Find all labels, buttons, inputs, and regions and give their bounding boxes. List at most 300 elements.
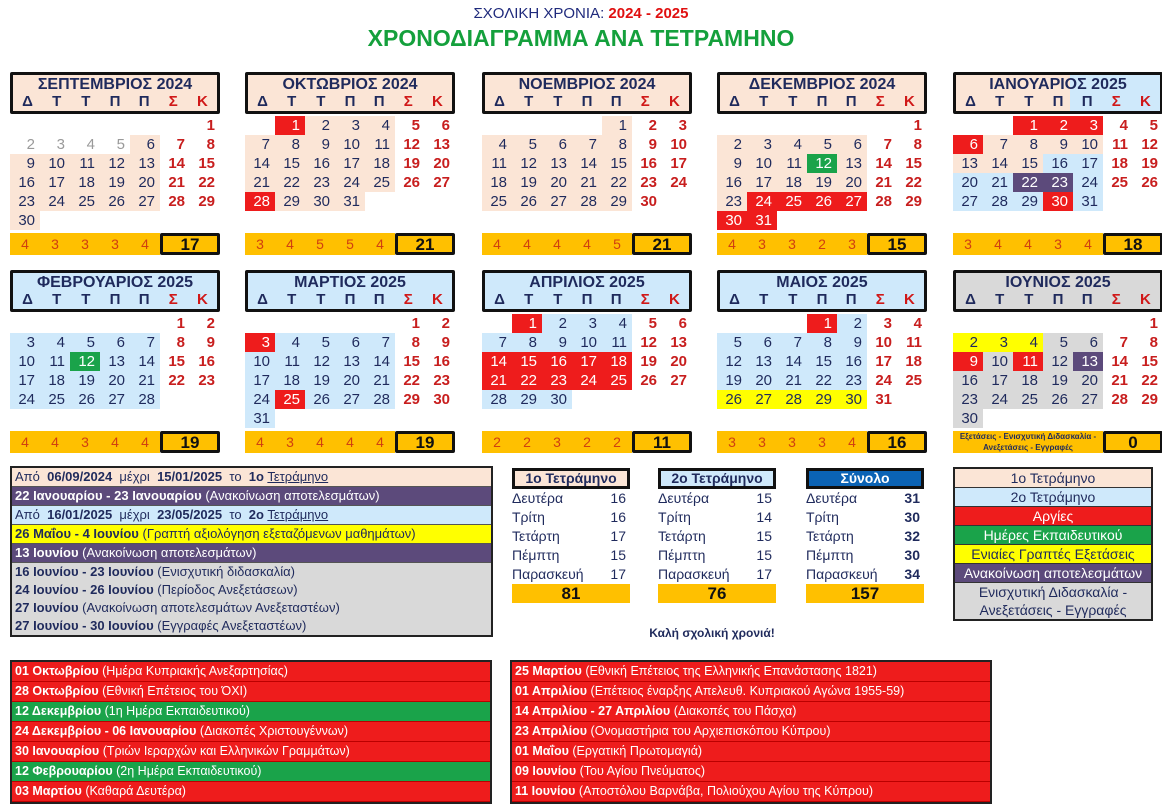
empty-cell — [70, 314, 100, 333]
days-grid — [717, 314, 927, 428]
day-cell: 28 — [983, 192, 1013, 211]
day-cell: 30 — [305, 192, 335, 211]
day-cell: 1 — [602, 116, 632, 135]
day-cell: 29 — [275, 192, 305, 211]
day-cell: 25 — [70, 192, 100, 211]
month-calendar — [10, 72, 220, 255]
day-cell: 29 — [512, 390, 542, 409]
day-cell: 25 — [365, 173, 395, 192]
weekday-label: Π — [581, 291, 593, 308]
weekday-value: 15 — [756, 547, 772, 563]
weekday-count: 2 — [482, 431, 512, 453]
stats-title: 1ο Τετράμηνο — [512, 468, 630, 489]
day-cell: 8 — [807, 333, 837, 352]
month-header — [245, 72, 455, 114]
weekday-value: 31 — [904, 490, 920, 506]
empty-cell — [953, 116, 983, 135]
weekday-label: Κ — [196, 93, 208, 110]
holiday-desc: (Αποστόλου Βαρνάβα, Πολιούχου Αγίου της Κύπρου) — [578, 784, 874, 798]
empty-cell — [365, 314, 395, 333]
day-cell: 11 — [906, 334, 922, 351]
weekday-name: Τρίτη — [512, 509, 545, 525]
holiday-desc: (Επέτειος έναρξης Απελευθ. Κυπριακού Αγώνα 1955-59) — [590, 684, 905, 698]
day-cell: 16 — [1043, 154, 1073, 173]
day-cell: 19 — [1141, 155, 1158, 172]
day-cell: 28 — [365, 390, 395, 409]
empty-cell — [777, 116, 807, 135]
legend-teacher-days: Ημέρες Εκπαιδευτικού — [955, 526, 1151, 545]
info-row: 16 Ιουνίου - 23 Ιουνίου (Ενισχυτική διδασκαλία) — [12, 563, 491, 581]
month-footer — [245, 431, 455, 453]
day-cell: 18 — [482, 173, 512, 192]
weekday-count: 5 — [602, 233, 632, 255]
empty-cell — [245, 116, 275, 135]
day-cell: 8 — [602, 135, 632, 154]
weekday-count: 3 — [953, 233, 983, 255]
day-cell: 27 — [670, 372, 687, 389]
month-total: 11 — [632, 431, 692, 453]
day-cell: 17 — [1073, 154, 1103, 173]
day-cell: 15 — [275, 154, 305, 173]
weekday-label: Π — [845, 93, 857, 110]
day-cell: 31 — [1073, 192, 1103, 211]
day-cell: 8 — [176, 334, 185, 351]
day-cell: 24 — [1073, 173, 1103, 192]
day-cell: 8 — [1149, 334, 1158, 351]
empty-cell — [953, 314, 983, 333]
day-cell: 5 — [411, 117, 420, 134]
days-grid — [482, 116, 692, 230]
weekday-count: 4 — [482, 233, 512, 255]
weekday-value: 16 — [610, 509, 626, 525]
weekday-label: Τ — [553, 93, 563, 110]
day-cell: 9 — [1043, 135, 1073, 154]
day-cell: 11 — [482, 154, 512, 173]
day-cell: 20 — [953, 173, 983, 192]
day-cell: 16 — [953, 371, 983, 390]
weekday-label: Σ — [640, 93, 650, 110]
weekday-label: Τ — [553, 291, 563, 308]
day-cell: 23 — [542, 371, 572, 390]
legend-results: Ανακοίνωση αποτελεσμάτων — [955, 564, 1151, 583]
weekday-label: Τ — [995, 291, 1005, 308]
day-cell: 10 — [10, 352, 40, 371]
day-cell: 27 — [953, 192, 983, 211]
day-cell: 19 — [512, 173, 542, 192]
weekday-label: Κ — [431, 93, 443, 110]
weekday-label: Π — [816, 93, 828, 110]
weekday-count: 4 — [245, 431, 275, 453]
weekday-count: 4 — [365, 431, 395, 453]
stats-row — [806, 508, 924, 527]
stats-table — [512, 468, 630, 603]
weekday-count: 2 — [572, 431, 602, 453]
stats-row — [806, 489, 924, 508]
holiday-date: 30 Ιανουαρίου — [15, 744, 100, 758]
day-cell: 9 — [10, 154, 40, 173]
day-cell: 22 — [275, 173, 305, 192]
empty-cell — [40, 116, 70, 135]
legend-term2: 2ο Τετράμηνο — [955, 488, 1151, 507]
stats-sum: 157 — [806, 584, 924, 603]
day-cell: 1 — [913, 117, 922, 134]
weekday-count: 2 — [602, 431, 632, 453]
stats-row — [658, 527, 776, 546]
day-cell: 22 — [602, 173, 632, 192]
weekday-label: Τ — [81, 291, 91, 308]
month-footer — [10, 431, 220, 453]
weekday-label: Σ — [168, 93, 178, 110]
weekday-count: 3 — [100, 233, 130, 255]
weekday-value: 17 — [610, 528, 626, 544]
day-cell: 18 — [777, 173, 807, 192]
day-cell: 9 — [542, 333, 572, 352]
weekday-count: 5 — [335, 233, 365, 255]
day-cell: 28 — [245, 192, 275, 211]
holiday-date: 24 Δεκεμβρίου - 06 Ιανουαρίου — [15, 724, 197, 738]
stats-row — [512, 508, 630, 527]
day-cell: 7 — [130, 333, 160, 352]
day-cell: 1 — [1013, 116, 1043, 135]
day-cell: 11 — [777, 154, 807, 173]
holiday-desc: (Τριών Ιεραρχών και Ελληνικών Γραμμάτων) — [102, 744, 350, 758]
day-cell: 15 — [512, 352, 542, 371]
school-year-label: ΣΧΟΛΙΚΗ ΧΡΟΝΙΑ: 2024 - 2025 — [473, 5, 689, 22]
day-cell: 29 — [602, 192, 632, 211]
day-cell: 12 — [305, 352, 335, 371]
holiday-date: 14 Απριλίου - 27 Απριλίου — [515, 704, 671, 718]
days-grid — [953, 314, 1162, 428]
day-cell: 25 — [275, 390, 305, 409]
day-cell: 21 — [875, 174, 892, 191]
day-cell: 18 — [1013, 371, 1043, 390]
day-cell: 31 — [245, 409, 275, 428]
day-cell: 29 — [198, 193, 215, 210]
day-cell: 28 — [1111, 391, 1128, 408]
day-cell: 18 — [365, 154, 395, 173]
weekday-value: 30 — [904, 547, 920, 563]
holiday-desc: (Ημέρα Κυπριακής Ανεξαρτησίας) — [102, 664, 288, 678]
holiday-date: 01 Απριλίου — [515, 684, 588, 698]
color-legend — [953, 467, 1153, 621]
weekday-label: Σ — [168, 291, 178, 308]
day-cell: 29 — [403, 391, 420, 408]
holiday-date: 01 Μαΐου — [515, 744, 569, 758]
weekday-label: Π — [344, 291, 356, 308]
day-cell: 16 — [433, 353, 450, 370]
day-cell: 23 — [717, 192, 747, 211]
weekday-label: Π — [373, 291, 385, 308]
holiday-desc: (Του Αγίου Πνεύματος) — [579, 764, 706, 778]
day-cell: 4 — [913, 315, 922, 332]
weekday-count: 4 — [10, 233, 40, 255]
stats-row — [512, 527, 630, 546]
day-cell: 29 — [905, 193, 922, 210]
stats-row — [658, 546, 776, 565]
weekday-label: Κ — [903, 291, 915, 308]
weekday-label: Π — [344, 93, 356, 110]
stats-row — [658, 565, 776, 584]
day-cell: 15 — [168, 353, 185, 370]
day-cell: 22 — [403, 372, 420, 389]
day-cell: 25 — [602, 371, 632, 390]
day-cell: 14 — [482, 352, 512, 371]
weekday-label: Τ — [1024, 93, 1034, 110]
empty-cell — [335, 314, 365, 333]
day-cell: 21 — [245, 173, 275, 192]
day-cell: 18 — [1111, 155, 1128, 172]
legend-exams: Ενιαίες Γραπτές Εξετάσεις — [955, 545, 1151, 564]
weekday-label: Σ — [1111, 291, 1121, 308]
holiday-desc: (Καθαρά Δευτέρα) — [85, 784, 186, 798]
stats-row — [806, 546, 924, 565]
weekday-name: Παρασκευή — [806, 566, 878, 582]
weekday-label: Τ — [52, 291, 62, 308]
day-cell: 20 — [670, 353, 687, 370]
weekday-label: Δ — [257, 291, 268, 308]
day-cell: 17 — [670, 155, 687, 172]
day-cell: 2 — [717, 135, 747, 154]
day-cell: 12 — [640, 334, 657, 351]
holiday-date: 11 Ιουνίου — [515, 784, 576, 798]
weekday-count: 3 — [777, 431, 807, 453]
day-cell: 27 — [335, 390, 365, 409]
holiday-desc: (Εθνική Επέτειος της Ελληνικής Επανάστασης 1821) — [585, 664, 877, 678]
day-cell: 1 — [512, 314, 542, 333]
day-cell: 19 — [640, 353, 657, 370]
weekday-count: 4 — [100, 431, 130, 453]
holiday-row — [12, 662, 490, 682]
day-cell: 27 — [100, 390, 130, 409]
day-cell: 27 — [130, 192, 160, 211]
holiday-date: 25 Μαρτίου — [515, 664, 582, 678]
page-title: ΧΡΟΝΟΔΙΑΓΡΑΜΜΑ ΑΝΑ ΤΕΤΡΑΜΗΝΟ — [367, 25, 795, 51]
day-cell: 4 — [1013, 333, 1043, 352]
empty-cell — [40, 314, 70, 333]
empty-cell — [1013, 314, 1043, 333]
weekday-label: Κ — [1139, 291, 1151, 308]
days-grid — [245, 314, 455, 428]
day-cell: 19 — [70, 371, 100, 390]
weekday-label: Τ — [524, 93, 534, 110]
day-cell: 13 — [670, 334, 687, 351]
empty-cell — [572, 116, 602, 135]
day-cell: 16 — [198, 353, 215, 370]
day-cell: 8 — [275, 135, 305, 154]
day-cell: 7 — [176, 136, 185, 153]
day-cell: 2 — [206, 315, 215, 332]
day-cell: 11 — [1112, 136, 1128, 153]
empty-cell — [717, 314, 747, 333]
day-cell: 17 — [335, 154, 365, 173]
empty-cell — [10, 116, 40, 135]
day-cell: 4 — [40, 333, 70, 352]
day-cell: 4 — [777, 135, 807, 154]
holiday-row — [512, 702, 990, 722]
month-title: ΔΕΚΕΜΒΡΙΟΣ 2024 — [748, 76, 896, 93]
weekday-count: 5 — [305, 233, 335, 255]
day-cell: 9 — [953, 352, 983, 371]
day-cell: 21 — [572, 173, 602, 192]
holiday-desc: (Διακοπές του Πάσχα) — [673, 704, 797, 718]
empty-cell — [245, 314, 275, 333]
info-row: 22 Ιανουαρίου - 23 Ιανουαρίου (Ανακοίνωση αποτελεσμάτων) — [12, 487, 491, 506]
empty-cell — [837, 116, 867, 135]
info-row: 27 Ιουνίου - 30 Ιουνίου (Εγγραφές Ανεξεταστέων) — [12, 617, 491, 635]
weekday-count: 3 — [717, 431, 747, 453]
weekday-count: 4 — [305, 431, 335, 453]
stats-row — [658, 489, 776, 508]
day-cell: 18 — [40, 371, 70, 390]
holiday-row — [12, 682, 490, 702]
day-cell: 5 — [512, 135, 542, 154]
weekday-count: 4 — [40, 431, 70, 453]
day-cell: 5 — [717, 333, 747, 352]
weekday-count: 4 — [275, 233, 305, 255]
weekday-label: Δ — [965, 93, 976, 110]
weekday-label: Κ — [196, 291, 208, 308]
day-cell: 7 — [245, 135, 275, 154]
month-calendar — [482, 72, 692, 255]
weekday-label: Δ — [494, 93, 505, 110]
day-cell: 26 — [100, 192, 130, 211]
legend-support-1: Ενισχυτική Διδασκαλία - — [955, 583, 1151, 601]
day-cell: 14 — [245, 154, 275, 173]
month-header — [482, 270, 692, 312]
day-cell: 6 — [335, 333, 365, 352]
day-cell: 21 — [168, 174, 185, 191]
day-cell: 4 — [365, 116, 395, 135]
stats-row — [806, 527, 924, 546]
day-cell: 16 — [640, 155, 657, 172]
weekday-count: 2 — [512, 431, 542, 453]
day-cell: 31 — [875, 391, 892, 408]
weekday-label: Δ — [257, 93, 268, 110]
day-cell: 1 — [1149, 315, 1158, 332]
info-row: 24 Ιουνίου - 26 Ιουνίου (Περίοδος Ανεξετάσεων) — [12, 581, 491, 599]
day-cell: 11 — [70, 154, 100, 173]
day-cell: 5 — [116, 136, 125, 153]
day-cell: 19 — [717, 371, 747, 390]
day-cell: 23 — [10, 192, 40, 211]
day-cell: 7 — [482, 333, 512, 352]
day-cell: 21 — [983, 173, 1013, 192]
month-header — [953, 72, 1162, 114]
day-cell: 2 — [441, 315, 450, 332]
day-cell: 30 — [542, 390, 572, 409]
day-cell: 2 — [26, 136, 35, 153]
weekday-count: 4 — [542, 233, 572, 255]
empty-cell — [100, 314, 130, 333]
weekday-count: 4 — [335, 431, 365, 453]
day-cell: 12 — [512, 154, 542, 173]
weekday-value: 15 — [756, 528, 772, 544]
month-calendar — [245, 72, 455, 255]
day-cell: 26 — [403, 174, 420, 191]
day-cell: 13 — [953, 154, 983, 173]
holiday-date: 09 Ιουνίου — [515, 764, 577, 778]
day-cell: 25 — [777, 192, 807, 211]
weekday-count: 3 — [70, 431, 100, 453]
legend-support-2: Ανεξετάσεις - Εγγραφές — [955, 601, 1151, 619]
day-cell: 30 — [837, 390, 867, 409]
days-grid — [10, 116, 220, 230]
weekday-count: 3 — [275, 431, 305, 453]
weekday-label: Τ — [287, 93, 297, 110]
empty-cell — [100, 116, 130, 135]
weekday-name: Τετάρτη — [806, 528, 854, 544]
day-cell: 6 — [747, 333, 777, 352]
empty-cell — [777, 314, 807, 333]
month-total: 17 — [160, 233, 220, 255]
day-cell: 9 — [648, 136, 657, 153]
holidays-list-right — [510, 660, 992, 804]
month-footer — [717, 233, 927, 255]
info-row: 27 Ιουνίου (Ανακοίνωση αποτελεσμάτων Ανεξεταστέων) — [12, 599, 491, 617]
day-cell: 6 — [130, 135, 160, 154]
day-cell: 16 — [10, 173, 40, 192]
day-cell: 5 — [648, 315, 657, 332]
day-cell: 6 — [441, 117, 450, 134]
weekday-label: Π — [1052, 93, 1064, 110]
info-row: 26 Μαΐου - 4 Ιουνίου (Γραπτή αξιολόγηση εξεταζόμενων μαθημάτων) — [12, 525, 491, 544]
day-cell: 12 — [403, 136, 420, 153]
month-calendar — [717, 270, 927, 453]
weekday-label: Π — [138, 291, 150, 308]
holiday-row — [512, 662, 990, 682]
day-cell: 12 — [1043, 352, 1073, 371]
day-cell: 27 — [542, 192, 572, 211]
weekday-count: 4 — [983, 233, 1013, 255]
empty-cell — [305, 314, 335, 333]
day-cell: 24 — [572, 371, 602, 390]
weekday-value: 32 — [904, 528, 920, 544]
day-cell: 16 — [717, 173, 747, 192]
holiday-row — [12, 702, 490, 722]
day-cell: 1 — [411, 315, 420, 332]
holiday-desc: (Διακοπές Χριστουγέννων) — [199, 724, 348, 738]
day-cell: 13 — [433, 136, 450, 153]
day-cell: 15 — [602, 154, 632, 173]
day-cell: 17 — [245, 371, 275, 390]
stats-row — [512, 565, 630, 584]
day-cell: 5 — [807, 135, 837, 154]
day-cell: 27 — [837, 192, 867, 211]
weekday-label: Π — [1081, 93, 1093, 110]
day-cell: 15 — [1141, 353, 1158, 370]
day-cell: 23 — [1043, 173, 1073, 192]
month-header — [482, 72, 692, 114]
day-cell: 14 — [168, 155, 185, 172]
weekday-value: 15 — [610, 547, 626, 563]
day-cell: 2 — [305, 116, 335, 135]
day-cell: 25 — [482, 192, 512, 211]
empty-cell — [542, 116, 572, 135]
day-cell: 12 — [717, 352, 747, 371]
day-cell: 5 — [70, 333, 100, 352]
day-cell: 15 — [198, 155, 215, 172]
day-cell: 3 — [572, 314, 602, 333]
month-header — [10, 270, 220, 312]
weekday-label: Σ — [875, 291, 885, 308]
holiday-desc: (1η Ημέρα Εκπαιδευτικού) — [104, 704, 250, 718]
month-header — [717, 72, 927, 114]
weekday-count: 4 — [1013, 233, 1043, 255]
empty-cell — [717, 116, 747, 135]
day-cell: 24 — [335, 173, 365, 192]
day-cell: 26 — [305, 390, 335, 409]
day-cell: 8 — [913, 136, 922, 153]
